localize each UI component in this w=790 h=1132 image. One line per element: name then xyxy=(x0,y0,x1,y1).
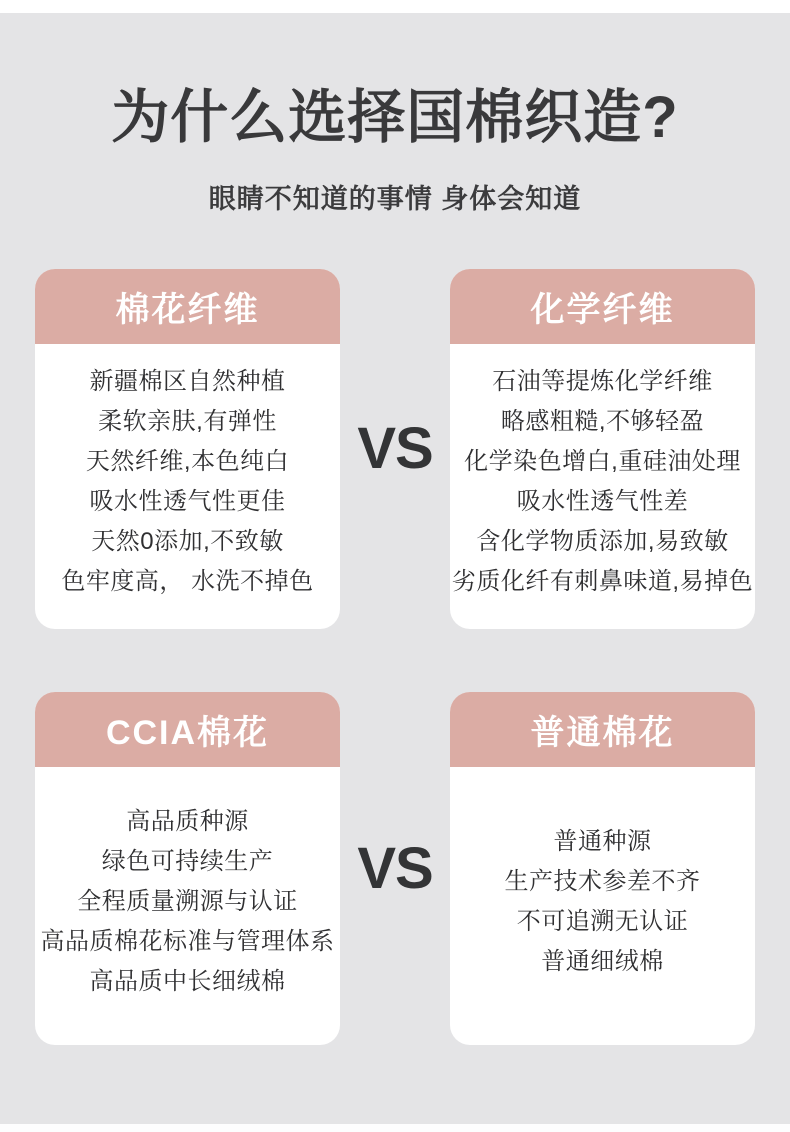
feature-line: 吸水性透气性差 xyxy=(516,488,689,516)
feature-line: 化学染色增白,重硅油处理 xyxy=(464,448,741,476)
page-subtitle: 眼睛不知道的事情 身体会知道 xyxy=(208,183,582,214)
card-body-chemical-fiber xyxy=(450,344,755,629)
feature-line: 色牢度高， 水洗不掉色 xyxy=(61,568,314,596)
feature-line: 普通细绒棉 xyxy=(541,947,664,975)
bottom-white-strip xyxy=(0,1124,790,1132)
feature-line: 天然0添加,不致敏 xyxy=(91,528,284,556)
card-body-cotton-fiber xyxy=(35,344,340,629)
feature-line: 含化学物质添加,易致敏 xyxy=(476,528,729,556)
cotton-grade-comparison-section xyxy=(35,692,755,1045)
card-title-cotton-fiber: 棉花纤维 xyxy=(35,269,340,344)
fiber-comparison-section xyxy=(35,269,755,629)
card-chemical-fiber xyxy=(450,269,755,629)
feature-line: 高品质种源 xyxy=(126,807,249,835)
vs-label: VS xyxy=(357,416,433,482)
feature-line: 不可追溯无认证 xyxy=(516,907,689,935)
feature-line: 普通种源 xyxy=(553,827,652,855)
page-title: 为什么选择国棉织造? xyxy=(111,85,679,150)
feature-line: 劣质化纤有刺鼻味道,易掉色 xyxy=(451,568,754,596)
card-ccia-cotton xyxy=(35,692,340,1045)
card-title-ordinary-cotton: 普通棉花 xyxy=(450,692,755,767)
feature-line: 高品质棉花标准与管理体系 xyxy=(40,927,335,955)
feature-line: 石油等提炼化学纤维 xyxy=(492,368,713,396)
feature-line: 略感粗糙,不够轻盈 xyxy=(500,408,705,436)
feature-line: 高品质中长细绒棉 xyxy=(89,967,286,995)
card-title-ccia-cotton: CCIA棉花 xyxy=(35,692,340,767)
card-cotton-fiber xyxy=(35,269,340,629)
card-ordinary-cotton xyxy=(450,692,755,1045)
top-white-strip xyxy=(0,0,790,13)
feature-line: 绿色可持续生产 xyxy=(101,847,274,875)
feature-line: 全程质量溯源与认证 xyxy=(77,887,298,915)
card-title-chemical-fiber: 化学纤维 xyxy=(450,269,755,344)
feature-line: 生产技术参差不齐 xyxy=(504,867,701,895)
feature-line: 吸水性透气性更佳 xyxy=(89,488,286,516)
feature-line: 新疆棉区自然种植 xyxy=(89,368,286,396)
feature-line: 天然纤维,本色纯白 xyxy=(85,448,290,476)
card-body-ordinary-cotton xyxy=(450,767,755,1045)
feature-line: 柔软亲肤,有弹性 xyxy=(98,408,277,436)
vs-label: VS xyxy=(357,835,433,901)
card-body-ccia-cotton xyxy=(35,767,340,1045)
